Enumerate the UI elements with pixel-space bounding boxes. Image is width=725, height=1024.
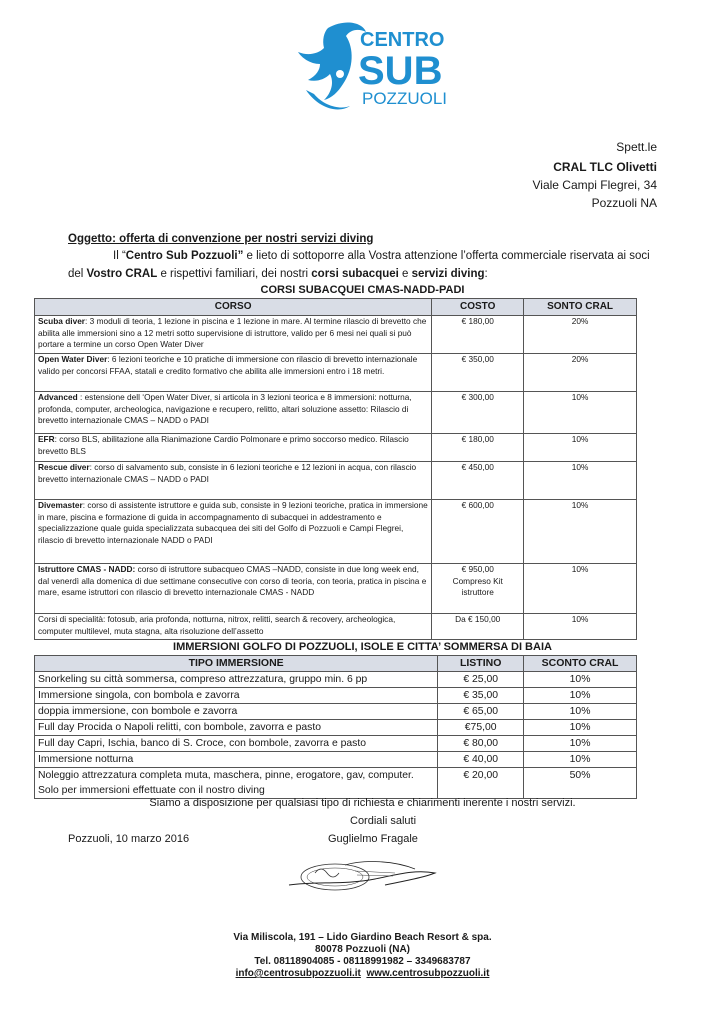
table-row <box>35 736 637 752</box>
dive-price: € 80,00 <box>438 736 524 752</box>
dive-type: Immersione notturna <box>35 752 438 768</box>
course-cell <box>35 434 432 462</box>
course-discount: 10% <box>524 434 637 462</box>
course-cost <box>432 564 524 614</box>
dive-type: Full day Procida o Napoli relitti, con bombole, zavorra e pasto <box>35 720 438 736</box>
bubble-icon <box>336 70 344 78</box>
recipient-name: CRAL TLC Olivetti <box>553 160 657 174</box>
course-name: Scuba diver <box>38 316 86 326</box>
table-row <box>35 752 637 768</box>
table-row <box>35 316 637 354</box>
intro-text-3: e rispettivi familiari, dei nostri <box>157 268 312 280</box>
dive-price: € 40,00 <box>438 752 524 768</box>
course-desc: : corso BLS, abilitazione alla Rianimazione Cardio Polmonare e primo soccorso medico. Rilascio brevetto BLS <box>38 434 409 456</box>
course-cost: Da € 150,00 <box>432 614 524 640</box>
table-row <box>35 500 637 564</box>
footer-contact <box>0 932 725 980</box>
col-header-costo: COSTO <box>432 299 524 316</box>
course-cost: € 180,00 <box>432 316 524 354</box>
course-name: Open Water Diver <box>38 354 108 364</box>
dive-discount: 10% <box>524 704 637 720</box>
course-cost-line1: € 950,00 <box>461 564 494 574</box>
course-cost-line2: Compreso Kit <box>452 575 503 586</box>
course-desc: : corso di assistente istruttore e guida sub, consiste in 9 lezioni teoriche, pratica in immersione in mare, piscina e formazione di guida in accompagnamento di subacquei in addestramento e specializzazione quale guida specializzata subacquea dei siti del Golfo di Pozzuoli e Campi Flegrei, rilascio di brevetto internazionale NADD o PADI <box>38 500 428 545</box>
course-discount: 20% <box>524 354 637 392</box>
table-row <box>35 354 637 392</box>
centro-sub-logo <box>288 18 448 118</box>
dive-discount: 10% <box>524 720 637 736</box>
intro-text-5: : <box>484 268 488 280</box>
table-row <box>35 392 637 434</box>
intro-paragraph <box>68 247 658 283</box>
course-cell <box>35 354 432 392</box>
course-cost-line3: istruttore <box>461 587 494 597</box>
dive-price: € 35,00 <box>438 688 524 704</box>
footer-city: 80078 Pozzuoli (NA) <box>314 944 411 955</box>
courses-title: CORSI SUBACQUEI CMAS-NADD-PADI <box>260 284 465 296</box>
course-name: Rescue diver <box>38 462 90 472</box>
table-row <box>35 688 637 704</box>
course-desc: : corso di salvamento sub, consiste in 6 lezioni teoriche e 12 lezioni in acqua, con rilascio brevetto internazionale CMAS – NADD o PADI <box>38 462 417 484</box>
course-desc: corso di istruttore subacqueo CMAS –NADD, consiste in due long week end, dal venerdì alla domenica di due settimane consecutive con corso di teoria, con teoria, pratica in piscina e mare, esame istruttori con rilascio di brevetto internazionale CMAS - NADD <box>38 564 427 597</box>
dive-type: Immersione singola, con bombola e zavorra <box>35 688 438 704</box>
dive-type: Snorkeling su città sommersa, compreso attrezzatura, gruppo min. 6 pp <box>35 672 438 688</box>
course-cell <box>35 462 432 500</box>
table-row <box>35 434 637 462</box>
dives-title: IMMERSIONI GOLFO DI POZZUOLI, ISOLE E CITTA’ SOMMERSA DI BAIA <box>173 641 552 653</box>
col-header-sconto: SONTO CRAL <box>524 299 637 316</box>
table-row <box>35 614 637 640</box>
course-discount: 10% <box>524 500 637 564</box>
logo-line2: SUB <box>358 49 443 93</box>
col-header-corso: CORSO <box>35 299 432 316</box>
courses-header-row <box>35 299 637 316</box>
course-name: Divemaster <box>38 500 83 510</box>
dive-discount: 50% <box>524 768 637 799</box>
dive-price: €75,00 <box>438 720 524 736</box>
course-cost: € 600,00 <box>432 500 524 564</box>
dive-discount: 10% <box>524 752 637 768</box>
course-cost: € 180,00 <box>432 434 524 462</box>
course-desc: : estensione dell ‘Open Water Diver, si articola in 3 lezioni teorica e 8 immersioni: notturna, profonda, computer, archeologica, navigazione e recupero, relitto, altari soluzione assetto: Rilascio di brevetto internazionale CMAS – NADD o PADI <box>38 392 412 425</box>
col-header-tipo: TIPO IMMERSIONE <box>35 656 438 672</box>
table-row <box>35 462 637 500</box>
table-row <box>35 768 637 799</box>
table-row <box>35 564 637 614</box>
dive-discount: 10% <box>524 736 637 752</box>
wave-icon <box>306 90 350 109</box>
dive-discount: 10% <box>524 672 637 688</box>
recipient-salutation: Spett.le <box>616 140 657 154</box>
dives-table <box>34 655 637 799</box>
course-desc: Corsi di specialità: fotosub, aria profonda, notturna, nitrox, relitti, search & recovery, archeologica, computer multilevel, muta stagna, alta risoluzione dell’assetto <box>38 614 396 636</box>
intro-cral: Vostro CRAL <box>86 268 158 280</box>
intro-org: Centro Sub Pozzuoli” <box>125 250 244 262</box>
courses-table <box>34 298 637 640</box>
table-row <box>35 720 637 736</box>
dive-price: € 25,00 <box>438 672 524 688</box>
course-desc: : 3 moduli di teoria, 1 lezione in piscina e 1 lezione in mare. Al termine rilascio di brevetto che abilita alle immersioni sino a 12 metri sotto supervisione di istruttore, valido per 6 mesi nei quali si può portare a termine un corso Open Water Diver <box>38 316 427 349</box>
course-discount: 20% <box>524 316 637 354</box>
course-cell <box>35 392 432 434</box>
closing-greeting: Cordiali saluti <box>350 815 417 827</box>
course-cost: € 350,00 <box>432 354 524 392</box>
course-cost: € 450,00 <box>432 462 524 500</box>
intro-text-2: e lieto di sottoporre alla Vostra attenzione l’offerta commerciale riservata ai soci del <box>68 250 650 280</box>
course-cell <box>35 500 432 564</box>
course-cell <box>35 564 432 614</box>
course-discount: 10% <box>524 462 637 500</box>
intro-text-4: e <box>398 268 412 280</box>
dive-type: doppia immersione, con bombole e zavorra <box>35 704 438 720</box>
course-name: Istruttore CMAS - NADD: <box>38 564 136 574</box>
course-name: EFR <box>38 434 55 444</box>
logo-line1: CENTRO <box>360 29 445 51</box>
dive-price: € 20,00 <box>438 768 524 799</box>
table-row <box>35 672 637 688</box>
dive-type: Noleggio attrezzatura completa muta, maschera, pinne, erogatore, gav, computer. Solo per immersioni effettuate con il nostro diving <box>35 768 438 799</box>
signature-icon <box>289 872 435 885</box>
place-date: Pozzuoli, 10 marzo 2016 <box>68 833 190 845</box>
recipient-city: Pozzuoli NA <box>591 196 657 210</box>
dolphin-icon <box>298 22 366 100</box>
footer-address: Via Miliscola, 191 – Lido Giardino Beach Resort & spa. <box>233 932 492 943</box>
dive-price: € 65,00 <box>438 704 524 720</box>
intro-text-1: Il “ <box>113 250 126 262</box>
recipient-street: Viale Campi Flegrei, 34 <box>532 178 657 192</box>
footer-phones: Tel. 08118904085 - 08118991982 – 3349683787 <box>254 956 471 967</box>
signature-stamp <box>285 855 445 900</box>
intro-servizi: servizi diving <box>411 268 485 280</box>
course-cell <box>35 614 432 640</box>
availability-note: Siamo a disposizione per qualsiasi tipo di richiesta e chiarimenti inerente i nostri servizi. <box>149 797 576 809</box>
col-header-sconto-cral: SCONTO CRAL <box>524 656 637 672</box>
col-header-listino: LISTINO <box>438 656 524 672</box>
subject-line: Oggetto: offerta di convenzione per nostri servizi diving <box>68 233 374 245</box>
dive-type: Full day Capri, Ischia, banco di S. Croce, con bombole, zavorra e pasto <box>35 736 438 752</box>
dives-header-row <box>35 656 637 672</box>
course-discount: 10% <box>524 614 637 640</box>
footer-email-link[interactable]: info@centrosubpozzuoli.it <box>235 968 361 979</box>
intro-corsi: corsi subacquei <box>311 268 399 280</box>
course-name: Advanced <box>38 392 78 402</box>
signer-name: Guglielmo Fragale <box>328 833 418 845</box>
course-cell <box>35 316 432 354</box>
logo-line3: POZZUOLI <box>362 89 448 108</box>
course-cost: € 300,00 <box>432 392 524 434</box>
table-row <box>35 704 637 720</box>
course-desc: : 6 lezioni teoriche e 10 pratiche di immersione con rilascio di brevetto internazionale valido per concorsi FFAA, statali e credito formativo che abilita alle immersioni entro i 18 metri. <box>38 354 418 376</box>
course-discount: 10% <box>524 564 637 614</box>
footer-web-link[interactable]: www.centrosubpozzuoli.it <box>366 968 490 979</box>
course-discount: 10% <box>524 392 637 434</box>
dive-discount: 10% <box>524 688 637 704</box>
